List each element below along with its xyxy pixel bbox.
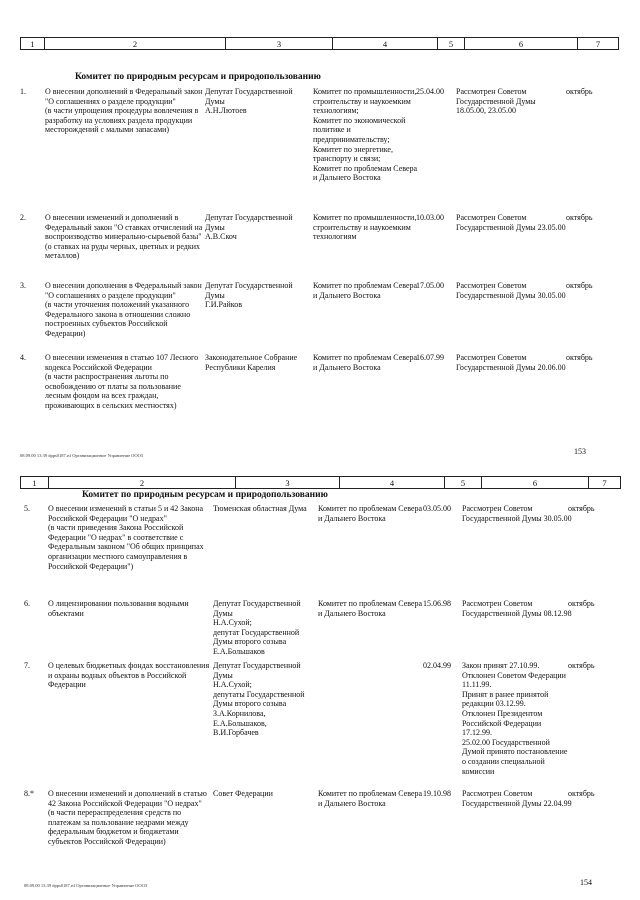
bill-title: О лицензировании пользования водными объектами: [48, 599, 189, 618]
committee-heading: Комитет по природным ресурсам и природопользованию: [82, 490, 328, 500]
column-number-4: 4: [340, 477, 445, 489]
bill-status: Рассмотрен Советом Государственной Думы 30.05.00: [456, 281, 566, 300]
co-executor-committee: Комитет по проблемам Севера и Дальнего Востока: [318, 504, 423, 523]
scheduled-month: октябрь: [566, 281, 593, 290]
co-executor-committee: Комитет по проблемам Севера и Дальнего Востока: [318, 599, 423, 618]
column-header-row: [20, 37, 619, 50]
bill-author: Депутат Государственной Думы Г.И.Райков: [205, 281, 293, 310]
bill-title: О внесении изменений в статьи 5 и 42 Закона Российской Федерации "О недрах" (в части приведения Закона Российской Федерации "О недрах" в соответствие с Федеральным законом "Об общих принципах организации местного самоуправления в Российской Федерации"): [48, 504, 204, 571]
bill-author: Депутат Государственной Думы Н.А.Сухой; депутат Государственной Думы второго созыва Е.А.Большаков: [213, 599, 301, 656]
column-number-1: 1: [21, 38, 45, 50]
column-number-7: 7: [578, 38, 619, 50]
bill-title: О внесении изменения в статью 107 Лесного кодекса Российской Федерации (в части распространения льготы по освобождению от платы за пользование лесным фондом на всех граждан, проживающих в сельских местностях): [45, 353, 199, 410]
bill-author: Депутат Государственной Думы Н.А.Сухой; депутаты Государственной Думы второго созыва З.А.Корнилова, Е.А.Большаков, В.И.Горбачев: [213, 661, 305, 738]
bill-title: О внесении дополнения в Федеральный закон "О соглашениях о разделе продукции" (в части уточнения положений указанного Федерального закона в отношении сложно построенных субъектов Российской Федерации): [45, 281, 202, 338]
bill-status: Рассмотрен Советом Государственной Думы 30.05.00: [462, 504, 572, 523]
submission-date: 10.03.00: [416, 213, 444, 222]
column-number-5: 5: [445, 477, 482, 489]
row-number: 6.: [24, 599, 30, 608]
bill-status: Рассмотрен Советом Государственной Думы 23.05.00: [456, 213, 566, 232]
scheduled-month: октябрь: [568, 504, 595, 513]
committee-heading: Комитет по природным ресурсам и природопользованию: [75, 72, 321, 82]
column-number-6: 6: [482, 477, 589, 489]
co-executor-committee: Комитет по промышленности, строительству и наукоемким технологиям; Комитет по экономической политике и предпринимательству; Комитет по энергетике, транспорту и связи; Комитет по проблемам Севера и Дальнего Востока: [313, 87, 418, 183]
co-executor-committee: Комитет по проблемам Севера и Дальнего Востока: [313, 353, 418, 372]
bill-title: О внесении дополнений в Федеральный закон "О соглашениях о разделе продукции" (в части упрощения процедуры вовлечения в разработку на условиях раздела продукции месторождений с малыми запасами): [45, 87, 203, 135]
row-number: 3.: [20, 281, 26, 290]
bill-title: О внесении изменений и дополнений в статью 42 Закона Российской Федерации "О недрах" (в части перераспределения средств по платежам за пользование недрами между федеральным бюджетом и бюджетами субъектов Российской Федерации): [48, 789, 207, 846]
submission-date: 15.06.98: [423, 599, 451, 608]
column-number-4: 4: [333, 38, 438, 50]
co-executor-committee: Комитет по промышленности, строительству и наукоемким технологиям: [313, 213, 417, 242]
row-number: 4.: [20, 353, 26, 362]
bill-status: Рассмотрен Советом Государственной Думы 22.04.99: [462, 789, 572, 808]
page-number: 154: [580, 878, 592, 887]
column-header-row: [20, 476, 621, 489]
column-number-2: 2: [45, 38, 226, 50]
co-executor-committee: Комитет по проблемам Севера и Дальнего Востока: [313, 281, 418, 300]
scheduled-month: октябрь: [568, 661, 595, 670]
submission-date: 03.05.00: [423, 504, 451, 513]
bill-author: Депутат Государственной Думы А.Н.Лютоев: [205, 87, 293, 116]
bill-status: Рассмотрен Советом Государственной Думы 20.06.00: [456, 353, 566, 372]
row-number: 7.: [24, 661, 30, 670]
column-number-2: 2: [49, 477, 236, 489]
submission-date: 17.05.00: [416, 281, 444, 290]
column-number-5: 5: [438, 38, 465, 50]
co-executor-committee: Комитет по проблемам Севера и Дальнего Востока: [318, 789, 423, 808]
column-number-3: 3: [226, 38, 333, 50]
column-number-6: 6: [465, 38, 578, 50]
row-number: 5.: [24, 504, 30, 513]
scheduled-month: октябрь: [566, 213, 593, 222]
submission-date: 16.07.99: [416, 353, 444, 362]
bill-title: О внесении изменений и дополнений в Федеральный закон "О ставках отчислений на воспроизводство минерально-сырьевой базы" (о ставках на руды черных, цветных и редких металлов): [45, 213, 203, 261]
scheduled-month: октябрь: [568, 599, 595, 608]
submission-date: 02.04.99: [423, 661, 451, 670]
bill-author: Тюменская областная Дума: [213, 504, 307, 513]
column-number-7: 7: [589, 477, 621, 489]
bill-author: Совет Федерации: [213, 789, 273, 798]
page-number: 153: [574, 447, 586, 456]
submission-date: 25.04.00: [416, 87, 444, 96]
row-number: 2.: [20, 213, 26, 222]
submission-date: 19.10.98: [423, 789, 451, 798]
bill-status: Закон принят 27.10.99. Отклонен Советом Федерации 11.11.99. Принят в ранее принятой редакции 03.12.99. Отклонен Президентом Российской Федерации 17.12.99. 25.02.00 Государственной Думой принято постановление о создании специальной комиссии: [462, 661, 568, 776]
bill-author: Депутат Государственной Думы А.В.Скоч: [205, 213, 293, 242]
bill-author: Законодательное Собрание Республики Карелия: [205, 353, 298, 372]
page-footer: 08.09.00 13:39 dpps0187.rtf Организационное Управление ООО3: [24, 883, 148, 888]
bill-status: Рассмотрен Советом Государственной Думы 18.05.00, 23.05.00: [456, 87, 536, 116]
row-number: 8.*: [24, 789, 34, 798]
row-number: 1.: [20, 87, 26, 96]
scheduled-month: октябрь: [566, 87, 593, 96]
column-number-1: 1: [21, 477, 49, 489]
column-number-3: 3: [236, 477, 340, 489]
scheduled-month: октябрь: [568, 789, 595, 798]
scheduled-month: октябрь: [566, 353, 593, 362]
page-footer: 08.09.00 13:39 dpps0187.rtf Организационное Управление ООО3: [20, 453, 144, 458]
bill-status: Рассмотрен Советом Государственной Думы 08.12.98: [462, 599, 572, 618]
bill-title: О целевых бюджетных фондах восстановления и охраны водных объектов в Российской Федерации: [48, 661, 210, 690]
